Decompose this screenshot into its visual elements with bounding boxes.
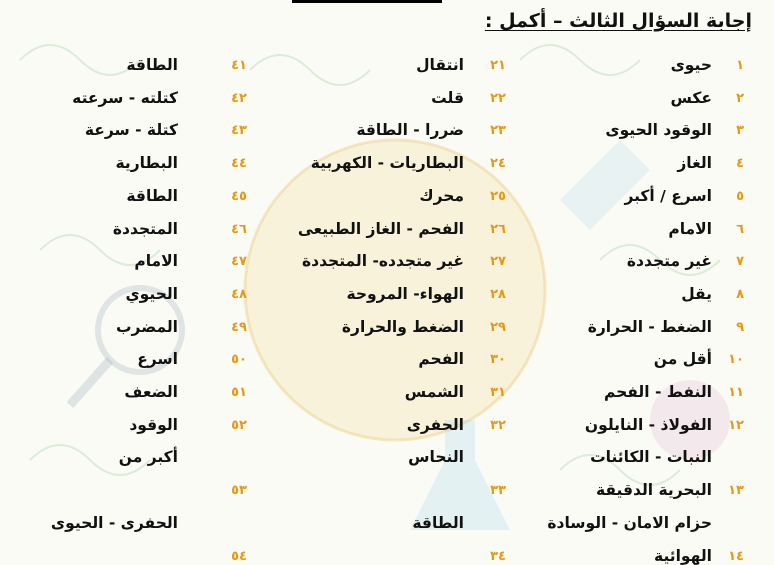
item-answer: الامام	[668, 219, 712, 238]
top-divider	[292, 0, 442, 3]
item-answer: الحفرى - الحيوى	[50, 513, 178, 532]
item-number: ٤٢	[231, 90, 247, 106]
item-number: ٥	[736, 188, 744, 204]
item-number: ٣	[736, 123, 744, 139]
item-answer: الطاقة	[126, 56, 178, 74]
item-answer: اسرع	[137, 350, 178, 369]
item-answer: غير متجدده- المتجددة	[301, 252, 464, 271]
item-answer: البطاريات - الكهربية	[310, 154, 464, 173]
item-answer: النبات - الكائنات	[590, 448, 712, 467]
item-number: ٥١	[231, 385, 247, 400]
item-number: ١٣	[728, 483, 744, 499]
item-answer: الطاقة	[126, 186, 178, 205]
item-answer: الوقود	[129, 415, 178, 434]
item-answer: الامام	[134, 252, 178, 271]
item-answer: الشمس	[404, 383, 464, 401]
item-answer: الهوائية	[654, 546, 712, 565]
item-number: ٢٨	[490, 286, 506, 302]
item-number: ٤٧	[231, 254, 247, 270]
item-number: ٢٩	[490, 319, 506, 335]
item-number: ٢٥	[490, 188, 506, 204]
item-number: ٥٣	[231, 483, 247, 499]
item-number: ٤٥	[231, 188, 247, 204]
item-number: ٨	[736, 286, 744, 302]
item-answer: الضغط - الحرارة	[587, 317, 712, 336]
item-number: ٥٢	[231, 417, 247, 433]
item-answer: عكس	[670, 88, 712, 107]
item-answer: الضعف	[124, 383, 178, 401]
item-number: ٤	[736, 156, 744, 172]
item-number: ٤١	[231, 58, 247, 73]
item-answer: الوقود الحيوى	[605, 121, 712, 140]
item-answer: الغاز	[677, 154, 712, 173]
item-number: ١٠	[728, 352, 744, 368]
item-answer: حيوى	[670, 56, 712, 74]
item-answer: حزام الامان - الوسادة	[547, 513, 712, 532]
item-number: ٧	[736, 254, 744, 270]
item-number: ١	[736, 58, 744, 73]
item-answer: الطاقة	[412, 513, 464, 532]
item-number: ١٤	[728, 548, 744, 564]
item-number: ٣٠	[490, 352, 506, 368]
item-number: ٣٤	[490, 548, 506, 564]
item-answer: كتلة - سرعة	[84, 121, 178, 140]
item-answer: الفولاذ - النايلون	[584, 415, 712, 434]
item-answer: الحفرى	[406, 415, 464, 434]
item-answer: كتلته - سرعته	[72, 88, 178, 107]
item-answer: النحاس	[408, 448, 464, 467]
item-answer: انتقال	[416, 56, 464, 74]
item-number: ٢٦	[490, 221, 506, 237]
item-number: ٢٤	[490, 156, 506, 172]
item-number: ٥٠	[231, 352, 247, 368]
item-answer: قلت	[431, 88, 464, 107]
item-answer: أكبر من	[118, 448, 178, 467]
item-answer: البحرية الدقيقة	[595, 481, 712, 500]
item-answer: البطارية	[115, 154, 178, 173]
item-number: ١١	[728, 385, 744, 400]
item-number: ٤٤	[231, 156, 247, 172]
item-answer: يقل	[681, 284, 712, 303]
item-answer: أقل من	[653, 350, 712, 369]
item-answer: محرك	[419, 186, 464, 205]
item-answer: غير متجددة	[626, 252, 712, 271]
item-number: ٤٨	[231, 286, 247, 302]
item-number: ١٢	[728, 417, 744, 433]
page-title: إجابة السؤال الثالث – أكمل :	[484, 10, 752, 32]
item-answer: ضررا - الطاقة	[356, 121, 464, 140]
item-number: ٢٢	[490, 90, 506, 106]
item-number: ٢١	[490, 58, 506, 73]
item-answer: الفحم	[418, 350, 464, 369]
item-number: ٩	[736, 319, 744, 335]
item-number: ٤٩	[231, 319, 247, 335]
item-number: ٢٣	[490, 123, 506, 139]
item-answer: الهواء- المروحة	[346, 284, 464, 303]
item-number: ٢٧	[490, 254, 506, 270]
item-answer: الفحم - الغاز الطبيعى	[297, 219, 464, 238]
item-answer: النفط - الفحم	[603, 383, 712, 401]
item-number: ٣٣	[490, 483, 506, 499]
item-answer: المضرب	[115, 317, 178, 336]
item-number: ٣٢	[490, 417, 506, 433]
item-number: ٥٤	[231, 548, 247, 564]
item-answer: الحيوي	[125, 284, 178, 303]
item-answer: المتجددة	[112, 219, 178, 238]
item-answer: الضغط والحرارة	[341, 317, 464, 336]
item-number: ٣١	[490, 385, 506, 400]
item-answer: اسرع / أكبر	[624, 186, 712, 205]
item-number: ٤٦	[231, 221, 247, 237]
item-number: ٦	[736, 221, 744, 237]
item-number: ٤٣	[231, 123, 247, 139]
item-number: ٢	[736, 90, 744, 106]
